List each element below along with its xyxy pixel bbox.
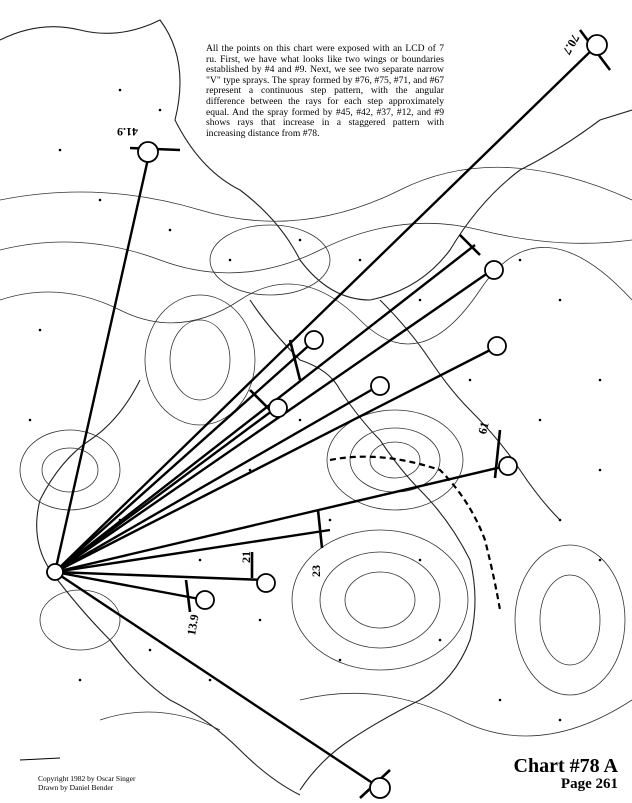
drawn-by-text: Drawn by Daniel Bender [38, 783, 114, 792]
ray-label-23: 23 [309, 565, 323, 577]
ray-label-41-9: 41.9 [117, 125, 138, 139]
chart-caption [206, 44, 444, 139]
rays [55, 45, 597, 788]
isobars [0, 167, 632, 736]
credits [38, 774, 136, 792]
copyright-text: Copyright 1982 by Oscar Singer [38, 774, 136, 783]
page-number: Page 261 [560, 776, 618, 792]
ray-label-21: 21 [239, 551, 253, 563]
ray-label-70-7: 70.7 [559, 31, 583, 58]
scale-line [20, 758, 60, 760]
ray-label-13-9: 13.9 [184, 613, 202, 637]
chart-title-block [514, 756, 618, 792]
ray-ticks [130, 30, 610, 798]
chart-title: Chart #78 A [513, 755, 618, 777]
ray-label-61: 61 [475, 420, 492, 436]
caption-text: All the points on this chart were exposed with an LCD of 7 ru. First, we have what looks like two wings or boundaries established by #4 and #9. Next, we see two separate narrow "V" type sprays. The spray formed by #76, #75, #71, and #67 represent a continuous step pattern, with the angular difference between the rays for each step approximately equal. And the spray formed by #45, #42, #37, #12, and #9 shows rays that increase in a staggered pattern with increasing distance from #78. [206, 43, 444, 139]
